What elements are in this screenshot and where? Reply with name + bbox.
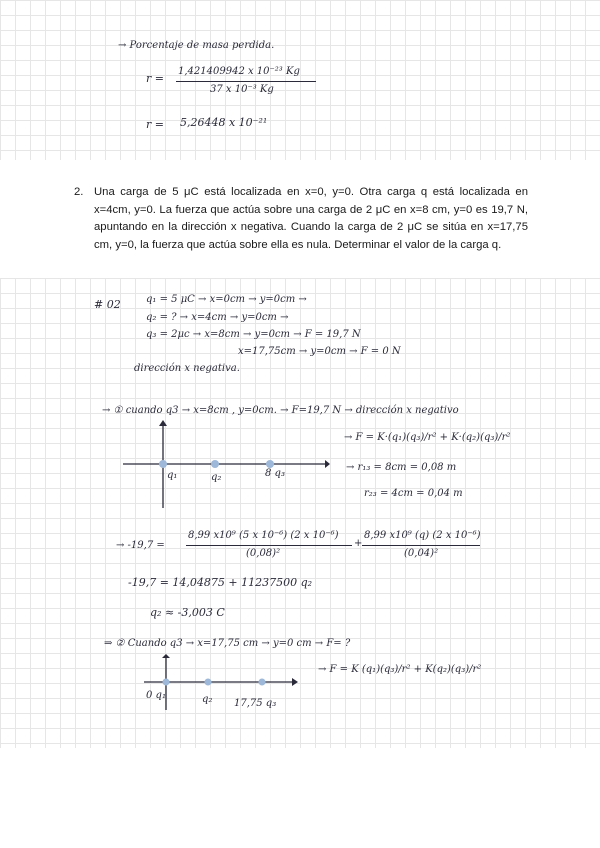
problem-text: Una carga de 5 μC está localizada en x=0, y=0. Otra carga q está localizada en x=4cm, y=0. La fuerza que actúa sobre una carga de 2 μC en x=8 cm, y=0 es 19,7 N, apuntando en la dirección x negativa. Cuando la carga de 2 μC se sitúa en x=17,75 cm, y=0, la fuerza que actúa sobre ella es nula. Determinar el valor de la carga q. (94, 186, 528, 251)
subst-term1-num: 8,99 x10⁹ (5 x 10⁻⁶) (2 x 10⁻⁶) (188, 530, 339, 541)
data-row-1: q₁ = 5 μC → x=0cm → y=0cm → (146, 294, 307, 305)
diagram2-q1-dot (163, 679, 170, 686)
diagram1-q3-dot (266, 460, 274, 468)
force-formula-2: → F = K (q₁)(q₃)/r² + K(q₂)(q₃)/r² (318, 664, 482, 675)
result-q2: q₂ ≈ -3,003 C (150, 606, 225, 619)
eq1-lhs: r = (146, 72, 164, 85)
eq1-fraction-line (176, 81, 316, 82)
subst-term2-num: 8,99 x10⁹ (q) (2 x 10⁻⁶) (364, 530, 481, 541)
subst-lhs: → -19,7 = (116, 540, 165, 551)
eq1-numerator: 1,421409942 x 10⁻²³ Kg (178, 66, 300, 77)
eq2-value: 5,26448 x 10⁻²¹ (180, 116, 268, 129)
diagram1-q2-dot (211, 460, 219, 468)
diagram1-label-q2: q₂ (211, 472, 222, 483)
mass-percent-header: → Porcentaje de masa perdida. (118, 40, 275, 51)
data-row-2: q₂ = ? → x=4cm → y=0cm → (146, 312, 289, 323)
data-row-3: q₃ = 2μc → x=8cm → y=0cm → F = 19,7 N (146, 329, 361, 340)
diagram2-y-arrow (162, 654, 170, 658)
diagram2-q2-dot (205, 679, 212, 686)
simplified-equation: -19,7 = 14,04875 + 11237500 q₂ (128, 576, 313, 589)
subst-term1-line (186, 545, 352, 546)
subst-term1-den: (0,08)² (246, 548, 281, 559)
diagram1-label-q1: q₁ (167, 470, 178, 481)
eq1-denominator: 37 x 10⁻³ Kg (210, 84, 274, 95)
eq2-lhs: r = (146, 118, 164, 131)
case2-header: ⇒ ② Cuando q3 → x=17,75 cm → y=0 cm → F= ? (104, 638, 351, 649)
solution-label: # 02 (94, 298, 121, 311)
diagram2-x-arrow (292, 678, 298, 686)
subst-term2-line (362, 545, 480, 546)
problem-statement (74, 184, 528, 254)
subst-plus: + (354, 538, 363, 549)
direction-note: dirección x negativa. (134, 363, 240, 374)
diagram1-q1-dot (159, 460, 167, 468)
diagram1-y-arrow (159, 420, 167, 426)
charge-diagram-1 (115, 420, 330, 510)
diagram2-label-q2: q₂ (202, 694, 213, 705)
diagram2-label-q1: 0 q₁ (146, 690, 166, 701)
diagram2-q3-dot (259, 679, 266, 686)
charge-diagram-2 (138, 654, 298, 714)
top-grid-section (0, 0, 600, 160)
data-row-4: x=17,75cm → y=0cm → F = 0 N (238, 346, 401, 357)
r23-value: r₂₃ = 4cm = 0,04 m (364, 488, 463, 499)
diagram1-x-arrow (325, 460, 330, 468)
subst-term2-den: (0,04)² (404, 548, 439, 559)
force-formula: → F = K·(q₁)(q₃)/r² + K·(q₂)(q₃)/r² (344, 432, 511, 443)
r13-value: → r₁₃ = 8cm = 0,08 m (346, 462, 457, 473)
problem-number: 2. (74, 186, 84, 198)
diagram2-label-q3: 17,75 q₃ (234, 698, 277, 709)
case1-header: → ① cuando q3 → x=8cm , y=0cm. → F=19,7 N → dirección x negativo (102, 405, 459, 416)
diagram1-label-q3: 8 q₃ (265, 468, 285, 479)
